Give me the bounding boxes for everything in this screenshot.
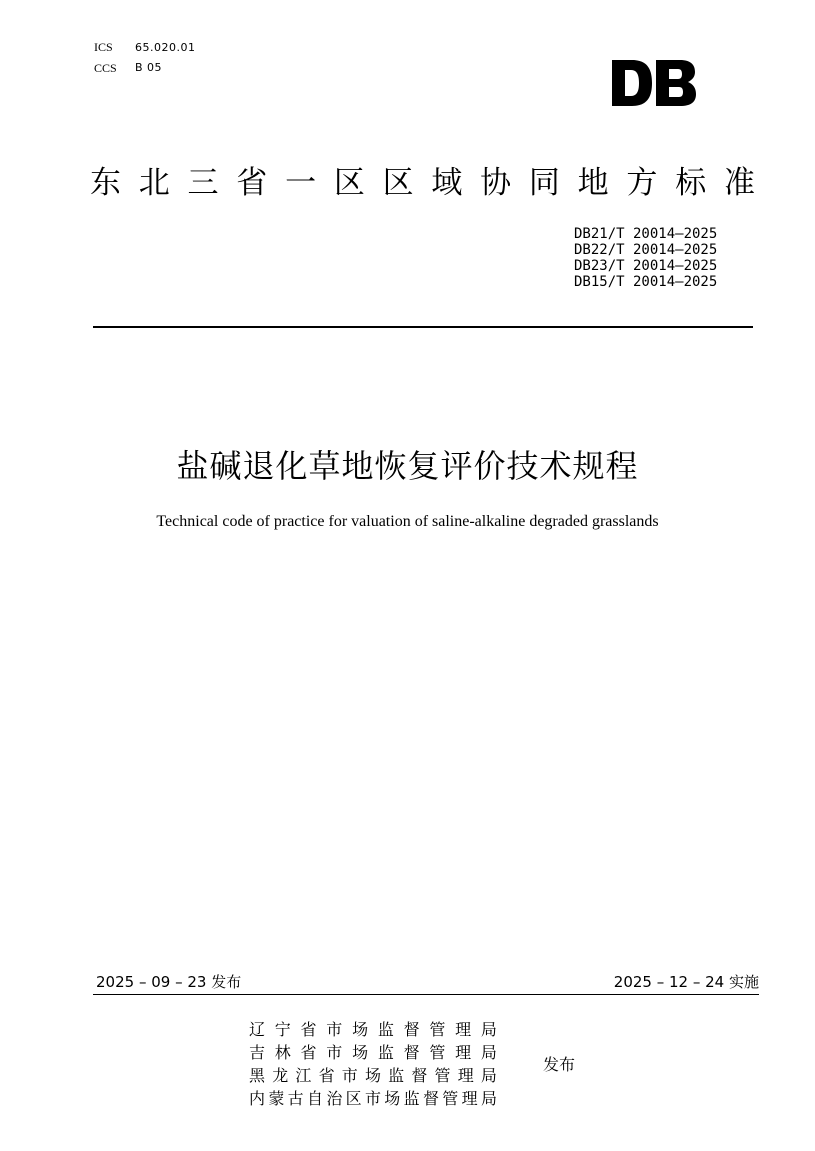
header-divider: [93, 326, 753, 328]
issue-word: 发布: [543, 1055, 576, 1074]
standard-code: DB21/T 20014—2025: [574, 226, 718, 242]
ccs-value: B 05: [135, 61, 163, 74]
footer-divider: [93, 994, 759, 995]
implement-date: 2025 – 12 – 24 实施: [613, 973, 759, 991]
issuer: 辽 宁 省 市 场 监 督 管 理 局: [249, 1020, 497, 1039]
standard-code: DB23/T 20014—2025: [574, 258, 718, 274]
logo-letter-b: [654, 60, 698, 106]
document-title-cn: 盐碱退化草地恢复评价技术规程: [176, 447, 639, 485]
publish-date: 2025 – 09 – 23 发布: [96, 973, 242, 991]
issuer: 内 蒙 古 自 治 区 市 场 监 督 管 理 局: [249, 1089, 497, 1108]
logo-letter-d: [610, 60, 654, 106]
ccs-label: CCS: [94, 61, 117, 75]
ics-value: 65.020.01: [135, 41, 196, 54]
db-logo: [610, 60, 698, 106]
document-title-en: Technical code of practice for valuation of saline-alkaline degraded grasslands: [156, 513, 659, 530]
issuers-list: [249, 1018, 497, 1110]
standard-type-heading: 东 北 三 省 一 区 区 域 协 同 地 方 标 准: [90, 165, 755, 201]
standard-codes: [574, 226, 717, 290]
standard-code: DB22/T 20014—2025: [574, 242, 718, 258]
ics-label: ICS: [94, 40, 113, 54]
issuer: 吉 林 省 市 场 监 督 管 理 局: [249, 1043, 497, 1062]
standard-code: DB15/T 20014—2025: [574, 274, 718, 290]
issuer: 黑 龙 江 省 市 场 监 督 管 理 局: [249, 1066, 497, 1085]
